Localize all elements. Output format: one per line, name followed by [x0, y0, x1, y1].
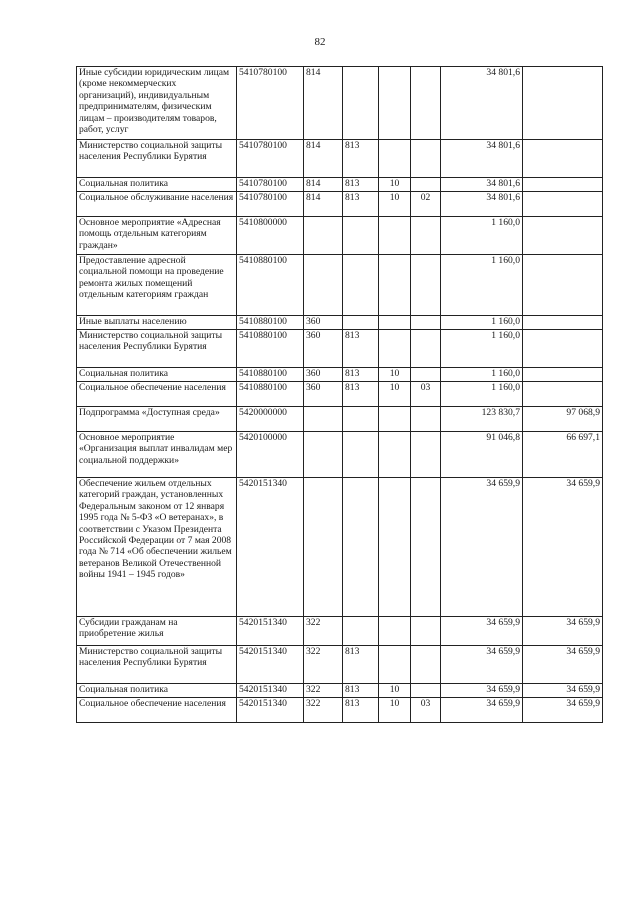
- amount-2: 66 697,1: [523, 432, 603, 478]
- amount-1: 34 801,6: [441, 67, 523, 140]
- budget-manager-code: [343, 407, 379, 432]
- section-code: [379, 140, 411, 178]
- subsection-code: [411, 617, 441, 646]
- subsection-code: 03: [411, 698, 441, 723]
- table-row: [77, 432, 603, 478]
- budget-manager-code: [343, 316, 379, 330]
- row-name: Социальная политика: [77, 368, 237, 382]
- row-name: Социальная политика: [77, 178, 237, 192]
- table-row: [77, 382, 603, 407]
- row-name: Иные субсидии юридическим лицам (кроме некоммерческих организаций), индивидуальным предпринимателям, физическим лицам – производителям товаров, работ, услуг: [77, 67, 237, 140]
- target-article-code: 5410780100: [237, 178, 304, 192]
- table-row: [77, 140, 603, 178]
- section-code: [379, 407, 411, 432]
- section-code: [379, 646, 411, 684]
- amount-1: 34 659,9: [441, 684, 523, 698]
- subsection-code: [411, 646, 441, 684]
- amount-1: 34 801,6: [441, 140, 523, 178]
- amount-2: [523, 368, 603, 382]
- expense-type-code: [304, 255, 343, 316]
- budget-manager-code: [343, 217, 379, 255]
- subsection-code: [411, 217, 441, 255]
- table-row: [77, 646, 603, 684]
- table-row: [77, 178, 603, 192]
- expense-type-code: 814: [304, 178, 343, 192]
- budget-manager-code: [343, 478, 379, 617]
- amount-1: 123 830,7: [441, 407, 523, 432]
- amount-1: 91 046,8: [441, 432, 523, 478]
- expense-type-code: 360: [304, 382, 343, 407]
- section-code: [379, 67, 411, 140]
- section-code: [379, 330, 411, 368]
- expense-type-code: 360: [304, 330, 343, 368]
- subsection-code: [411, 432, 441, 478]
- target-article-code: 5420000000: [237, 407, 304, 432]
- table-row: [77, 316, 603, 330]
- amount-2: 34 659,9: [523, 478, 603, 617]
- table-row: [77, 217, 603, 255]
- amount-2: 97 068,9: [523, 407, 603, 432]
- amount-2: 34 659,9: [523, 698, 603, 723]
- budget-manager-code: 813: [343, 368, 379, 382]
- expense-type-code: 322: [304, 684, 343, 698]
- row-name: Основное мероприятие «Организация выплат инвалидам мер социальной поддержки»: [77, 432, 237, 478]
- subsection-code: [411, 316, 441, 330]
- budget-manager-code: [343, 67, 379, 140]
- target-article-code: 5410880100: [237, 368, 304, 382]
- budget-manager-code: [343, 617, 379, 646]
- amount-1: 34 801,6: [441, 192, 523, 217]
- table-row: [77, 698, 603, 723]
- row-name: Министерство социальной защиты населения Республики Бурятия: [77, 646, 237, 684]
- expense-type-code: [304, 407, 343, 432]
- section-code: [379, 316, 411, 330]
- amount-2: [523, 178, 603, 192]
- row-name: Предоставление адресной социальной помощи на проведение ремонта жилых помещений отдельным категориям граждан: [77, 255, 237, 316]
- budget-manager-code: 813: [343, 646, 379, 684]
- target-article-code: 5420151340: [237, 478, 304, 617]
- expense-type-code: [304, 478, 343, 617]
- section-code: 10: [379, 698, 411, 723]
- budget-table: [76, 66, 603, 723]
- section-code: [379, 478, 411, 617]
- subsection-code: [411, 330, 441, 368]
- subsection-code: [411, 407, 441, 432]
- section-code: [379, 617, 411, 646]
- amount-2: 34 659,9: [523, 684, 603, 698]
- section-code: 10: [379, 684, 411, 698]
- table-row: [77, 368, 603, 382]
- target-article-code: 5420151340: [237, 698, 304, 723]
- target-article-code: 5410800000: [237, 217, 304, 255]
- amount-2: [523, 67, 603, 140]
- subsection-code: [411, 67, 441, 140]
- section-code: 10: [379, 382, 411, 407]
- budget-manager-code: [343, 432, 379, 478]
- amount-1: 1 160,0: [441, 316, 523, 330]
- amount-2: [523, 382, 603, 407]
- target-article-code: 5420151340: [237, 646, 304, 684]
- subsection-code: [411, 178, 441, 192]
- expense-type-code: 360: [304, 368, 343, 382]
- amount-2: 34 659,9: [523, 646, 603, 684]
- amount-1: 1 160,0: [441, 368, 523, 382]
- expense-type-code: 814: [304, 140, 343, 178]
- budget-manager-code: 813: [343, 140, 379, 178]
- amount-1: 1 160,0: [441, 382, 523, 407]
- subsection-code: [411, 478, 441, 617]
- budget-manager-code: 813: [343, 698, 379, 723]
- amount-1: 1 160,0: [441, 217, 523, 255]
- expense-type-code: 322: [304, 617, 343, 646]
- budget-manager-code: 813: [343, 192, 379, 217]
- section-code: [379, 432, 411, 478]
- amount-2: [523, 140, 603, 178]
- amount-1: 34 659,9: [441, 478, 523, 617]
- table-row: [77, 478, 603, 617]
- row-name: Социальное обслуживание населения: [77, 192, 237, 217]
- budget-manager-code: 813: [343, 178, 379, 192]
- target-article-code: 5420100000: [237, 432, 304, 478]
- row-name: Подпрограмма «Доступная среда»: [77, 407, 237, 432]
- amount-1: 1 160,0: [441, 255, 523, 316]
- budget-manager-code: 813: [343, 382, 379, 407]
- target-article-code: 5410880100: [237, 330, 304, 368]
- amount-1: 34 659,9: [441, 646, 523, 684]
- expense-type-code: 360: [304, 316, 343, 330]
- subsection-code: 03: [411, 382, 441, 407]
- expense-type-code: 322: [304, 698, 343, 723]
- budget-manager-code: [343, 255, 379, 316]
- section-code: 10: [379, 368, 411, 382]
- budget-manager-code: 813: [343, 684, 379, 698]
- table-row: [77, 192, 603, 217]
- expense-type-code: 814: [304, 192, 343, 217]
- section-code: [379, 255, 411, 316]
- row-name: Социальное обеспечение населения: [77, 382, 237, 407]
- amount-1: 34 659,9: [441, 617, 523, 646]
- amount-2: [523, 316, 603, 330]
- budget-manager-code: 813: [343, 330, 379, 368]
- amount-2: [523, 330, 603, 368]
- table-row: [77, 617, 603, 646]
- section-code: 10: [379, 192, 411, 217]
- row-name: Министерство социальной защиты населения Республики Бурятия: [77, 140, 237, 178]
- table-row: [77, 67, 603, 140]
- amount-2: [523, 217, 603, 255]
- table-row: [77, 255, 603, 316]
- table-row: [77, 330, 603, 368]
- row-name: Министерство социальной защиты населения Республики Бурятия: [77, 330, 237, 368]
- target-article-code: 5410780100: [237, 67, 304, 140]
- subsection-code: [411, 140, 441, 178]
- amount-2: [523, 255, 603, 316]
- row-name: Иные выплаты населению: [77, 316, 237, 330]
- expense-type-code: 814: [304, 67, 343, 140]
- subsection-code: [411, 684, 441, 698]
- page-number: 82: [314, 36, 326, 48]
- target-article-code: 5410880100: [237, 316, 304, 330]
- target-article-code: 5420151340: [237, 617, 304, 646]
- target-article-code: 5410780100: [237, 192, 304, 217]
- target-article-code: 5410880100: [237, 382, 304, 407]
- row-name: Социальная политика: [77, 684, 237, 698]
- subsection-code: [411, 368, 441, 382]
- amount-1: 1 160,0: [441, 330, 523, 368]
- subsection-code: [411, 255, 441, 316]
- row-name: Обеспечение жильем отдельных категорий граждан, установленных Федеральным законом от 12 января 1995 года № 5-ФЗ «О ветеранах», в соответствии с Указом Президента Российской Федерации от 7 мая 2008 года № 714 «Об обеспечении жильем ветеранов Великой Отечественной войны 1941 – 1945 годов»: [77, 478, 237, 617]
- amount-1: 34 801,6: [441, 178, 523, 192]
- row-name: Основное мероприятие «Адресная помощь отдельным категориям граждан»: [77, 217, 237, 255]
- amount-1: 34 659,9: [441, 698, 523, 723]
- row-name: Социальное обеспечение населения: [77, 698, 237, 723]
- section-code: [379, 217, 411, 255]
- amount-2: 34 659,9: [523, 617, 603, 646]
- table-row: [77, 684, 603, 698]
- subsection-code: 02: [411, 192, 441, 217]
- row-name: Субсидии гражданам на приобретение жилья: [77, 617, 237, 646]
- expense-type-code: 322: [304, 646, 343, 684]
- target-article-code: 5420151340: [237, 684, 304, 698]
- amount-2: [523, 192, 603, 217]
- target-article-code: 5410880100: [237, 255, 304, 316]
- expense-type-code: [304, 217, 343, 255]
- target-article-code: 5410780100: [237, 140, 304, 178]
- table-row: [77, 407, 603, 432]
- section-code: 10: [379, 178, 411, 192]
- expense-type-code: [304, 432, 343, 478]
